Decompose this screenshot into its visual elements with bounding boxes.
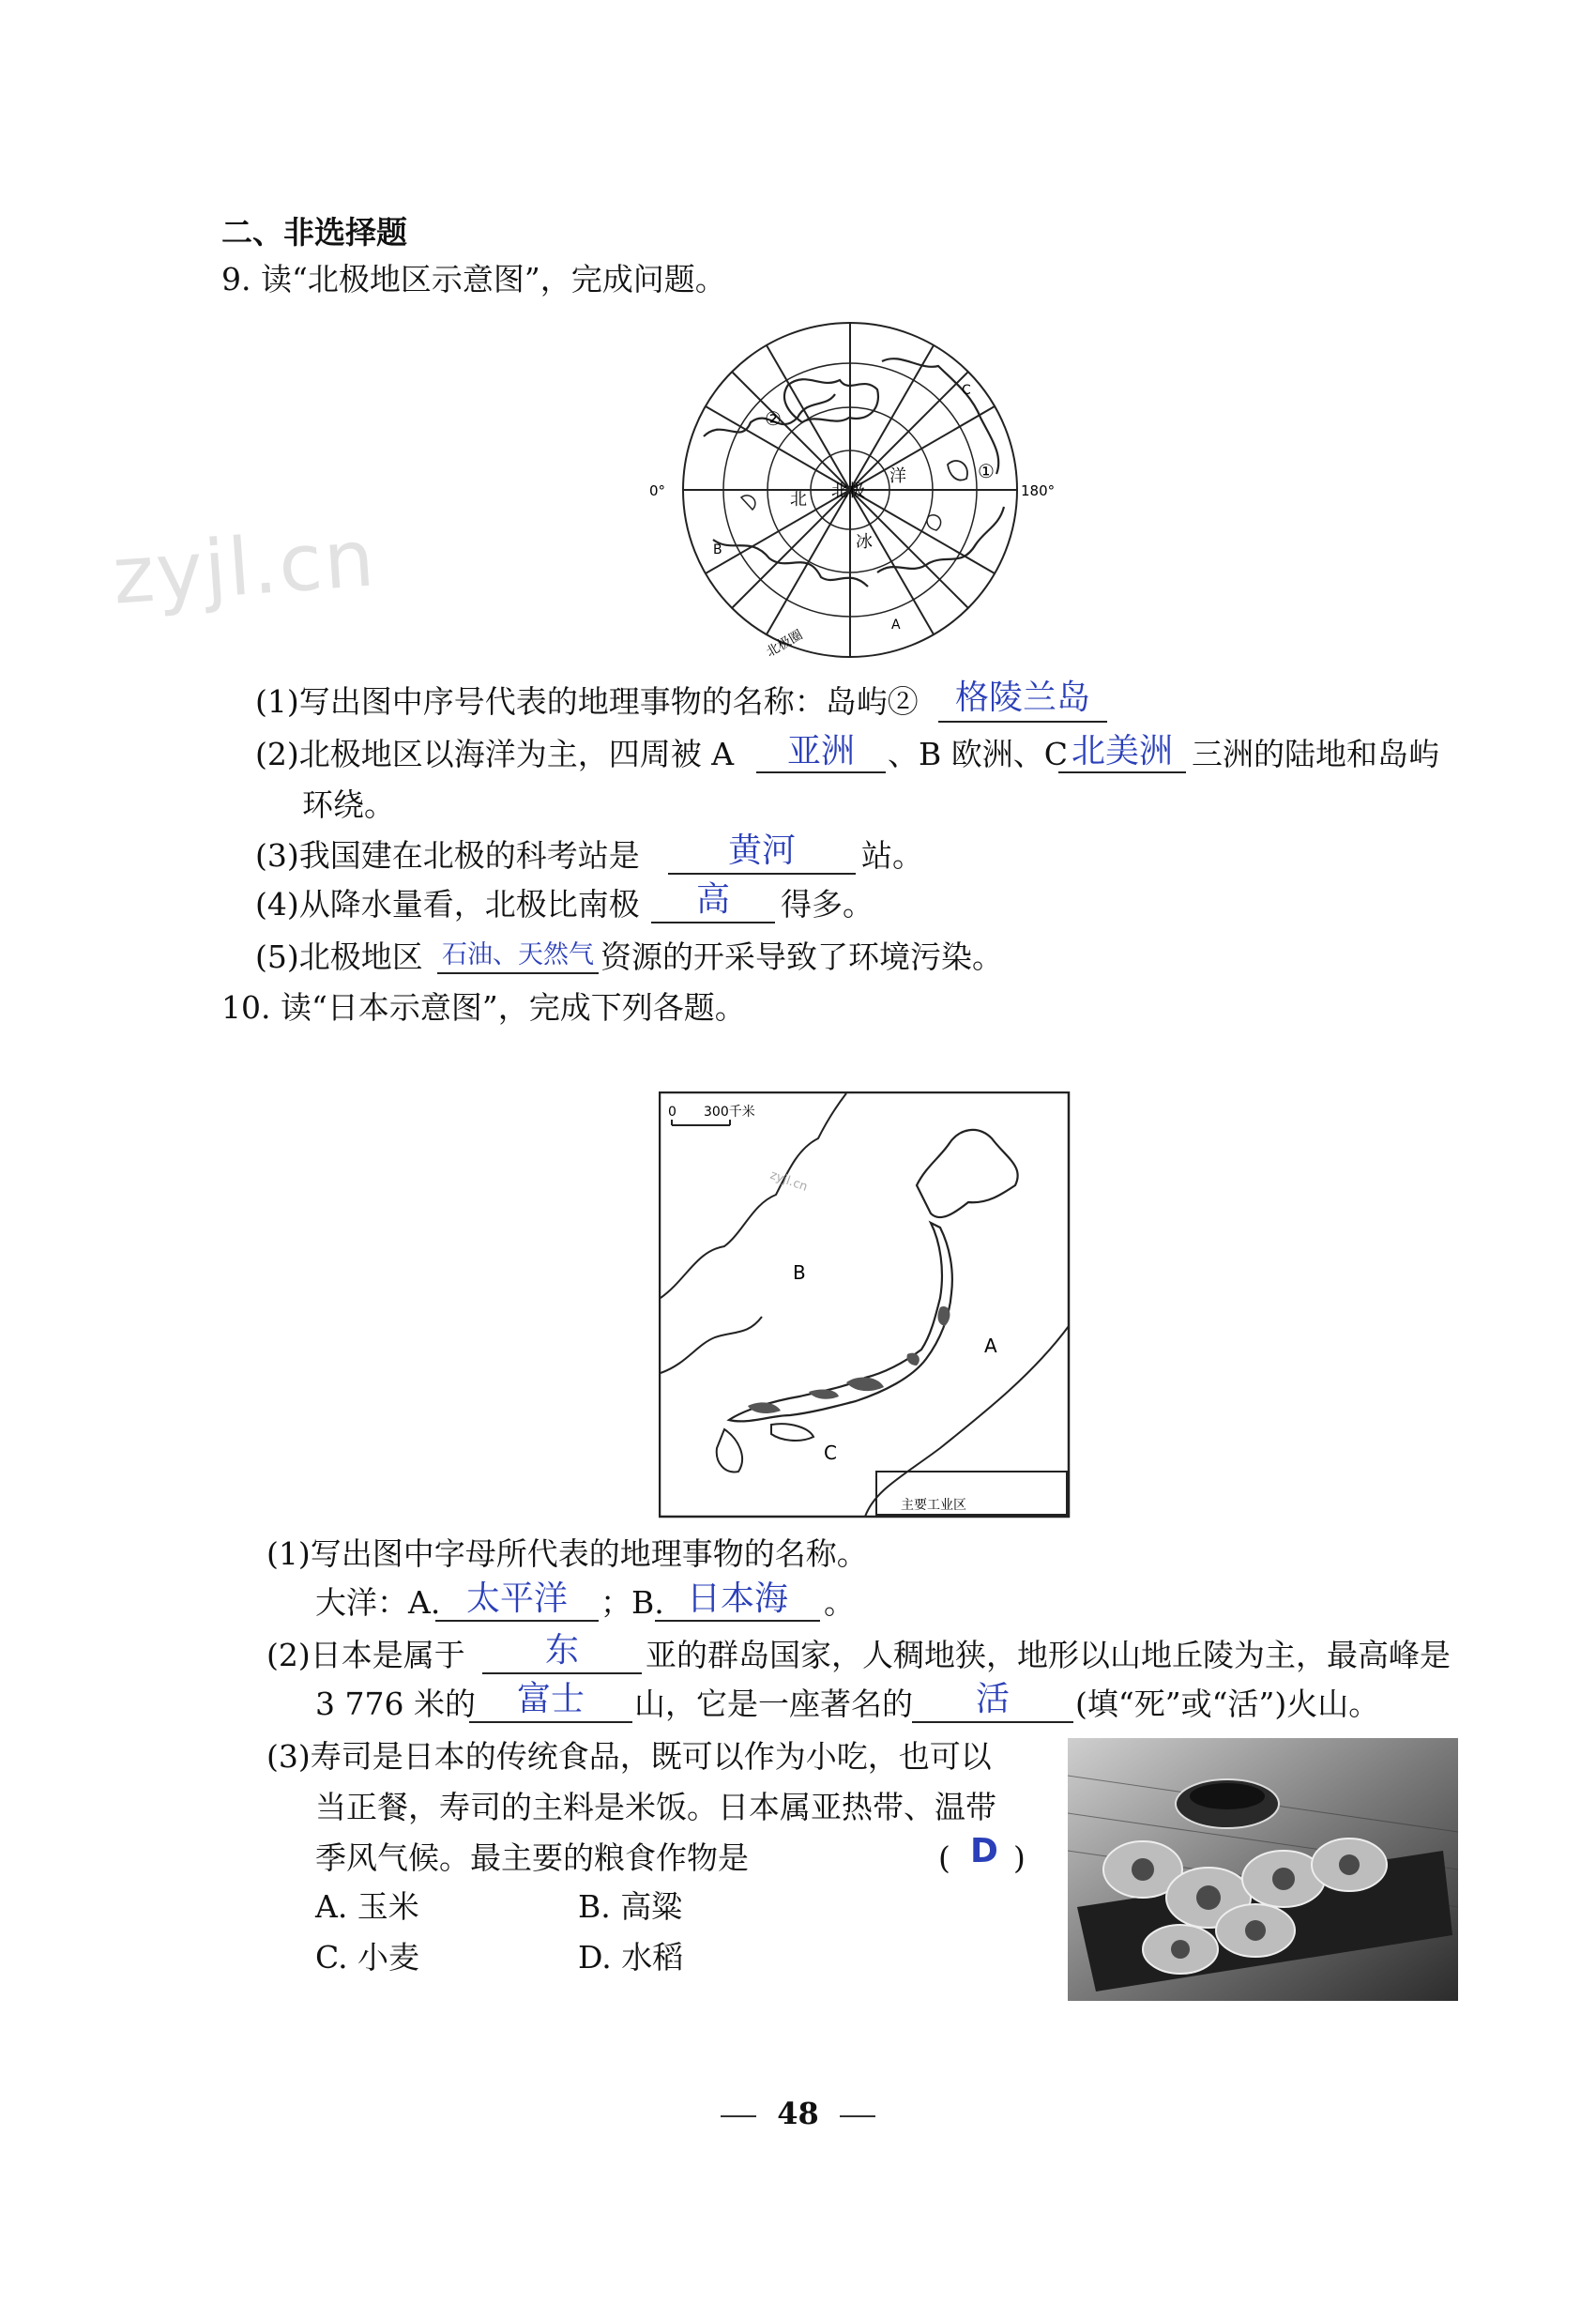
q10-p2-text-e: (填“死”或“活”)火山。: [1075, 1686, 1380, 1722]
arctic-map: [647, 305, 1070, 666]
q10-stem: 10. 读“日本示意图”，完成下列各题。: [221, 989, 746, 1026]
japan-map: [659, 1091, 1072, 1518]
q10-p1-blank-a: [435, 1620, 599, 1622]
q10-p3-paren-left: (: [938, 1839, 950, 1876]
q10-p2-text-b: 亚的群岛国家，人稠地狭，地形以山地丘陵为主，最高峰是: [646, 1637, 1451, 1673]
q10-p3-line1: (3)寿司是日本的传统食品，既可以作为小吃，也可以: [266, 1738, 992, 1775]
q10-p2-answer1: 东: [544, 1631, 579, 1670]
q9-p3-text-a: (3)我国建在北极的科考站是: [255, 837, 640, 874]
q9-p4-answer: 高: [695, 880, 730, 919]
q10-p3-paren-right: ): [1013, 1839, 1026, 1876]
mark-a: A: [984, 1335, 997, 1357]
option-a: A. 玉米: [315, 1888, 419, 1925]
section-title: 二、非选择题: [221, 214, 407, 251]
q9-p4-text-a: (4)从降水量看，北极比南极: [255, 886, 640, 923]
scale-300km: 300千米: [704, 1105, 755, 1120]
q9-p3-text-b: 站。: [861, 837, 923, 874]
sushi-photo: [1068, 1738, 1458, 2001]
option-b: B. 高粱: [578, 1888, 683, 1925]
q10-p2-blank2: [469, 1721, 632, 1723]
q10-p3-answer: D: [970, 1832, 998, 1870]
mark-1: ①: [978, 460, 995, 482]
label-beiji: 北极: [831, 481, 865, 501]
q10-p2-text-d: 山，它是一座著名的: [634, 1686, 913, 1722]
legend-industrial-zone: 主要工业区: [901, 1498, 966, 1513]
q10-p2-blank3: [912, 1721, 1073, 1723]
label-bei: 北: [790, 490, 807, 510]
q10-p3-line2: 当正餐，寿司的主料是米饭。日本属亚热带、温带: [315, 1789, 996, 1825]
label-yang: 洋: [889, 466, 906, 486]
mark-c: C: [824, 1442, 837, 1464]
q9-p4-blank: [651, 922, 775, 923]
q10-p1-line-a: 大洋：A.: [315, 1584, 441, 1621]
q10-p2-text-a: (2)日本是属于: [266, 1637, 465, 1673]
q10-p1-text: (1)写出图中字母所代表的地理事物的名称。: [266, 1535, 868, 1572]
q9-p1-text: (1)写出图中序号代表的地理事物的名称：岛屿②: [255, 683, 919, 720]
mark-a: A: [891, 618, 901, 633]
q9-p2-text-b: 、B 欧洲、C: [888, 736, 1068, 772]
q10-p1-answer-a: 太平洋: [465, 1579, 568, 1618]
q9-p5-text-b: 资源的开采导致了环境污染。: [600, 938, 1003, 975]
scale-0: 0: [668, 1105, 676, 1120]
watermark: zyjl.cn: [109, 511, 379, 622]
q10-p2-answer2: 富士: [516, 1680, 585, 1718]
q9-p2-text-a: (2)北极地区以海洋为主，四周被 A: [255, 736, 735, 772]
q10-p1-blank-b: [655, 1620, 820, 1622]
q10-p1-answer-b: 日本海: [686, 1579, 788, 1618]
q10-p3-line3: 季风气候。最主要的粮食作物是: [315, 1839, 749, 1876]
q9-p1-blank: [938, 721, 1107, 723]
q9-p1-answer: 格陵兰岛: [954, 679, 1090, 717]
q9-p5-answer: 石油、天然气: [442, 940, 594, 969]
mark-c: C: [962, 383, 971, 398]
mark-2: ②: [765, 407, 782, 430]
map-watermark: zyjl.cn: [768, 1167, 810, 1195]
option-d: D. 水稻: [578, 1939, 684, 1976]
q9-p2-answer1: 亚洲: [786, 732, 855, 771]
q9-p4-text-b: 得多。: [781, 886, 874, 923]
q10-p1-line-end: 。: [824, 1584, 855, 1621]
mark-b: B: [793, 1261, 806, 1284]
q9-p5-blank: [437, 972, 599, 974]
mark-b: B: [713, 542, 722, 557]
q9-p2-answer2: 北美洲: [1071, 732, 1173, 771]
q9-stem: 9. 读“北极地区示意图”，完成问题。: [221, 261, 726, 298]
q9-p2-text-d: 环绕。: [302, 786, 395, 823]
label-180-deg: 180°: [1021, 482, 1056, 499]
label-0-deg: 0°: [649, 482, 666, 499]
page-number: 48: [0, 2096, 1596, 2131]
q10-p2-answer3: 活: [975, 1680, 1010, 1718]
label-bing: 冰: [856, 532, 873, 552]
option-c: C. 小麦: [315, 1939, 420, 1976]
q9-p2-text-c: 三洲的陆地和岛屿: [1192, 736, 1439, 772]
q10-p1-line-b: ；B.: [600, 1584, 664, 1621]
q9-p5-text-a: (5)北极地区: [255, 938, 423, 975]
q10-p2-text-c: 3 776 米的: [315, 1686, 476, 1722]
q9-p3-answer: 黄河: [727, 832, 796, 870]
label-arctic-circle: 北极圈: [764, 627, 806, 661]
